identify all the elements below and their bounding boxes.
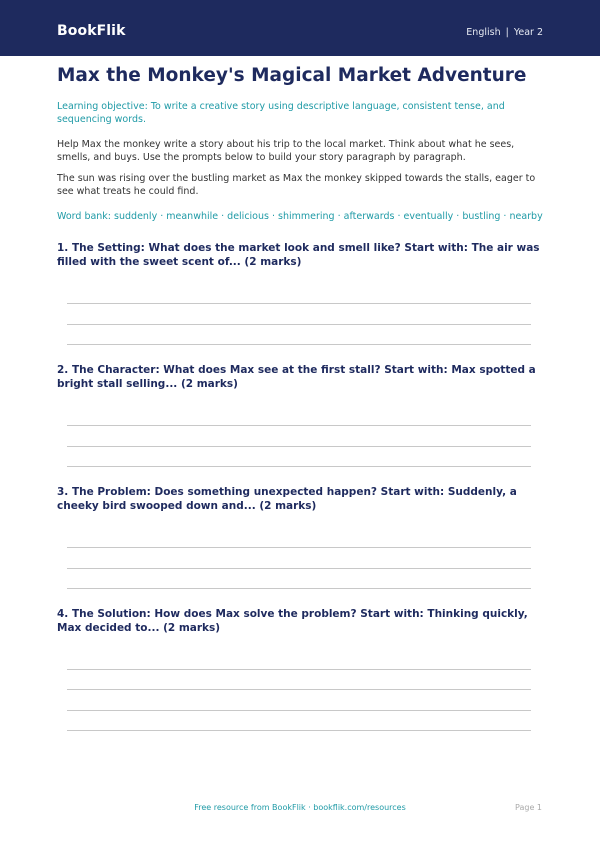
answer-line[interactable]: [67, 466, 531, 467]
answer-line[interactable]: [67, 547, 531, 548]
word-bank: Word bank: suddenly · meanwhile · delicious · shimmering · afterwards · eventually · bustling · nearby: [57, 211, 543, 222]
question-4: 4. The Solution: How does Max solve the problem? Start with: Thinking quickly, Max decided to... (2 marks): [57, 608, 528, 634]
answer-line[interactable]: [67, 568, 531, 569]
meta-separator: |: [505, 27, 509, 38]
answer-line[interactable]: [67, 588, 531, 589]
page-number: Page 1: [515, 803, 542, 812]
header-bar: [0, 0, 600, 56]
brand-logo: BookFlik: [57, 23, 126, 39]
subject-label: English: [466, 27, 501, 38]
learning-objective: Learning objective: To write a creative story using descriptive language, consistent tense, and sequencing words.: [57, 101, 505, 125]
footer-credit: Free resource from BookFlik · bookflik.com/resources: [194, 803, 406, 812]
intro-text: Help Max the monkey write a story about his trip to the local market. Think about what he sees, smells, and buys. Use the prompts below to build your story paragraph by paragraph.: [57, 139, 515, 163]
subject-year: [466, 27, 543, 38]
answer-line[interactable]: [67, 689, 531, 690]
question-1: 1. The Setting: What does the market look and smell like? Start with: The air was filled with the sweet scent of... (2 marks): [57, 242, 540, 268]
story-start: The sun was rising over the bustling market as Max the monkey skipped towards the stalls, eager to see what treats he could find.: [57, 173, 536, 197]
answer-line[interactable]: [67, 425, 531, 426]
answer-line[interactable]: [67, 324, 531, 325]
answer-line[interactable]: [67, 446, 531, 447]
answer-line[interactable]: [67, 710, 531, 711]
page-title: Max the Monkey's Magical Market Adventure: [57, 65, 527, 86]
answer-line[interactable]: [67, 344, 531, 345]
answer-line[interactable]: [67, 730, 531, 731]
question-2: 2. The Character: What does Max see at the first stall? Start with: Max spotted a bright stall selling... (2 marks): [57, 364, 536, 390]
year-label: Year 2: [513, 27, 543, 38]
answer-line[interactable]: [67, 303, 531, 304]
question-3: 3. The Problem: Does something unexpected happen? Start with: Suddenly, a cheeky bird swooped down and... (2 marks): [57, 486, 517, 512]
answer-line[interactable]: [67, 669, 531, 670]
